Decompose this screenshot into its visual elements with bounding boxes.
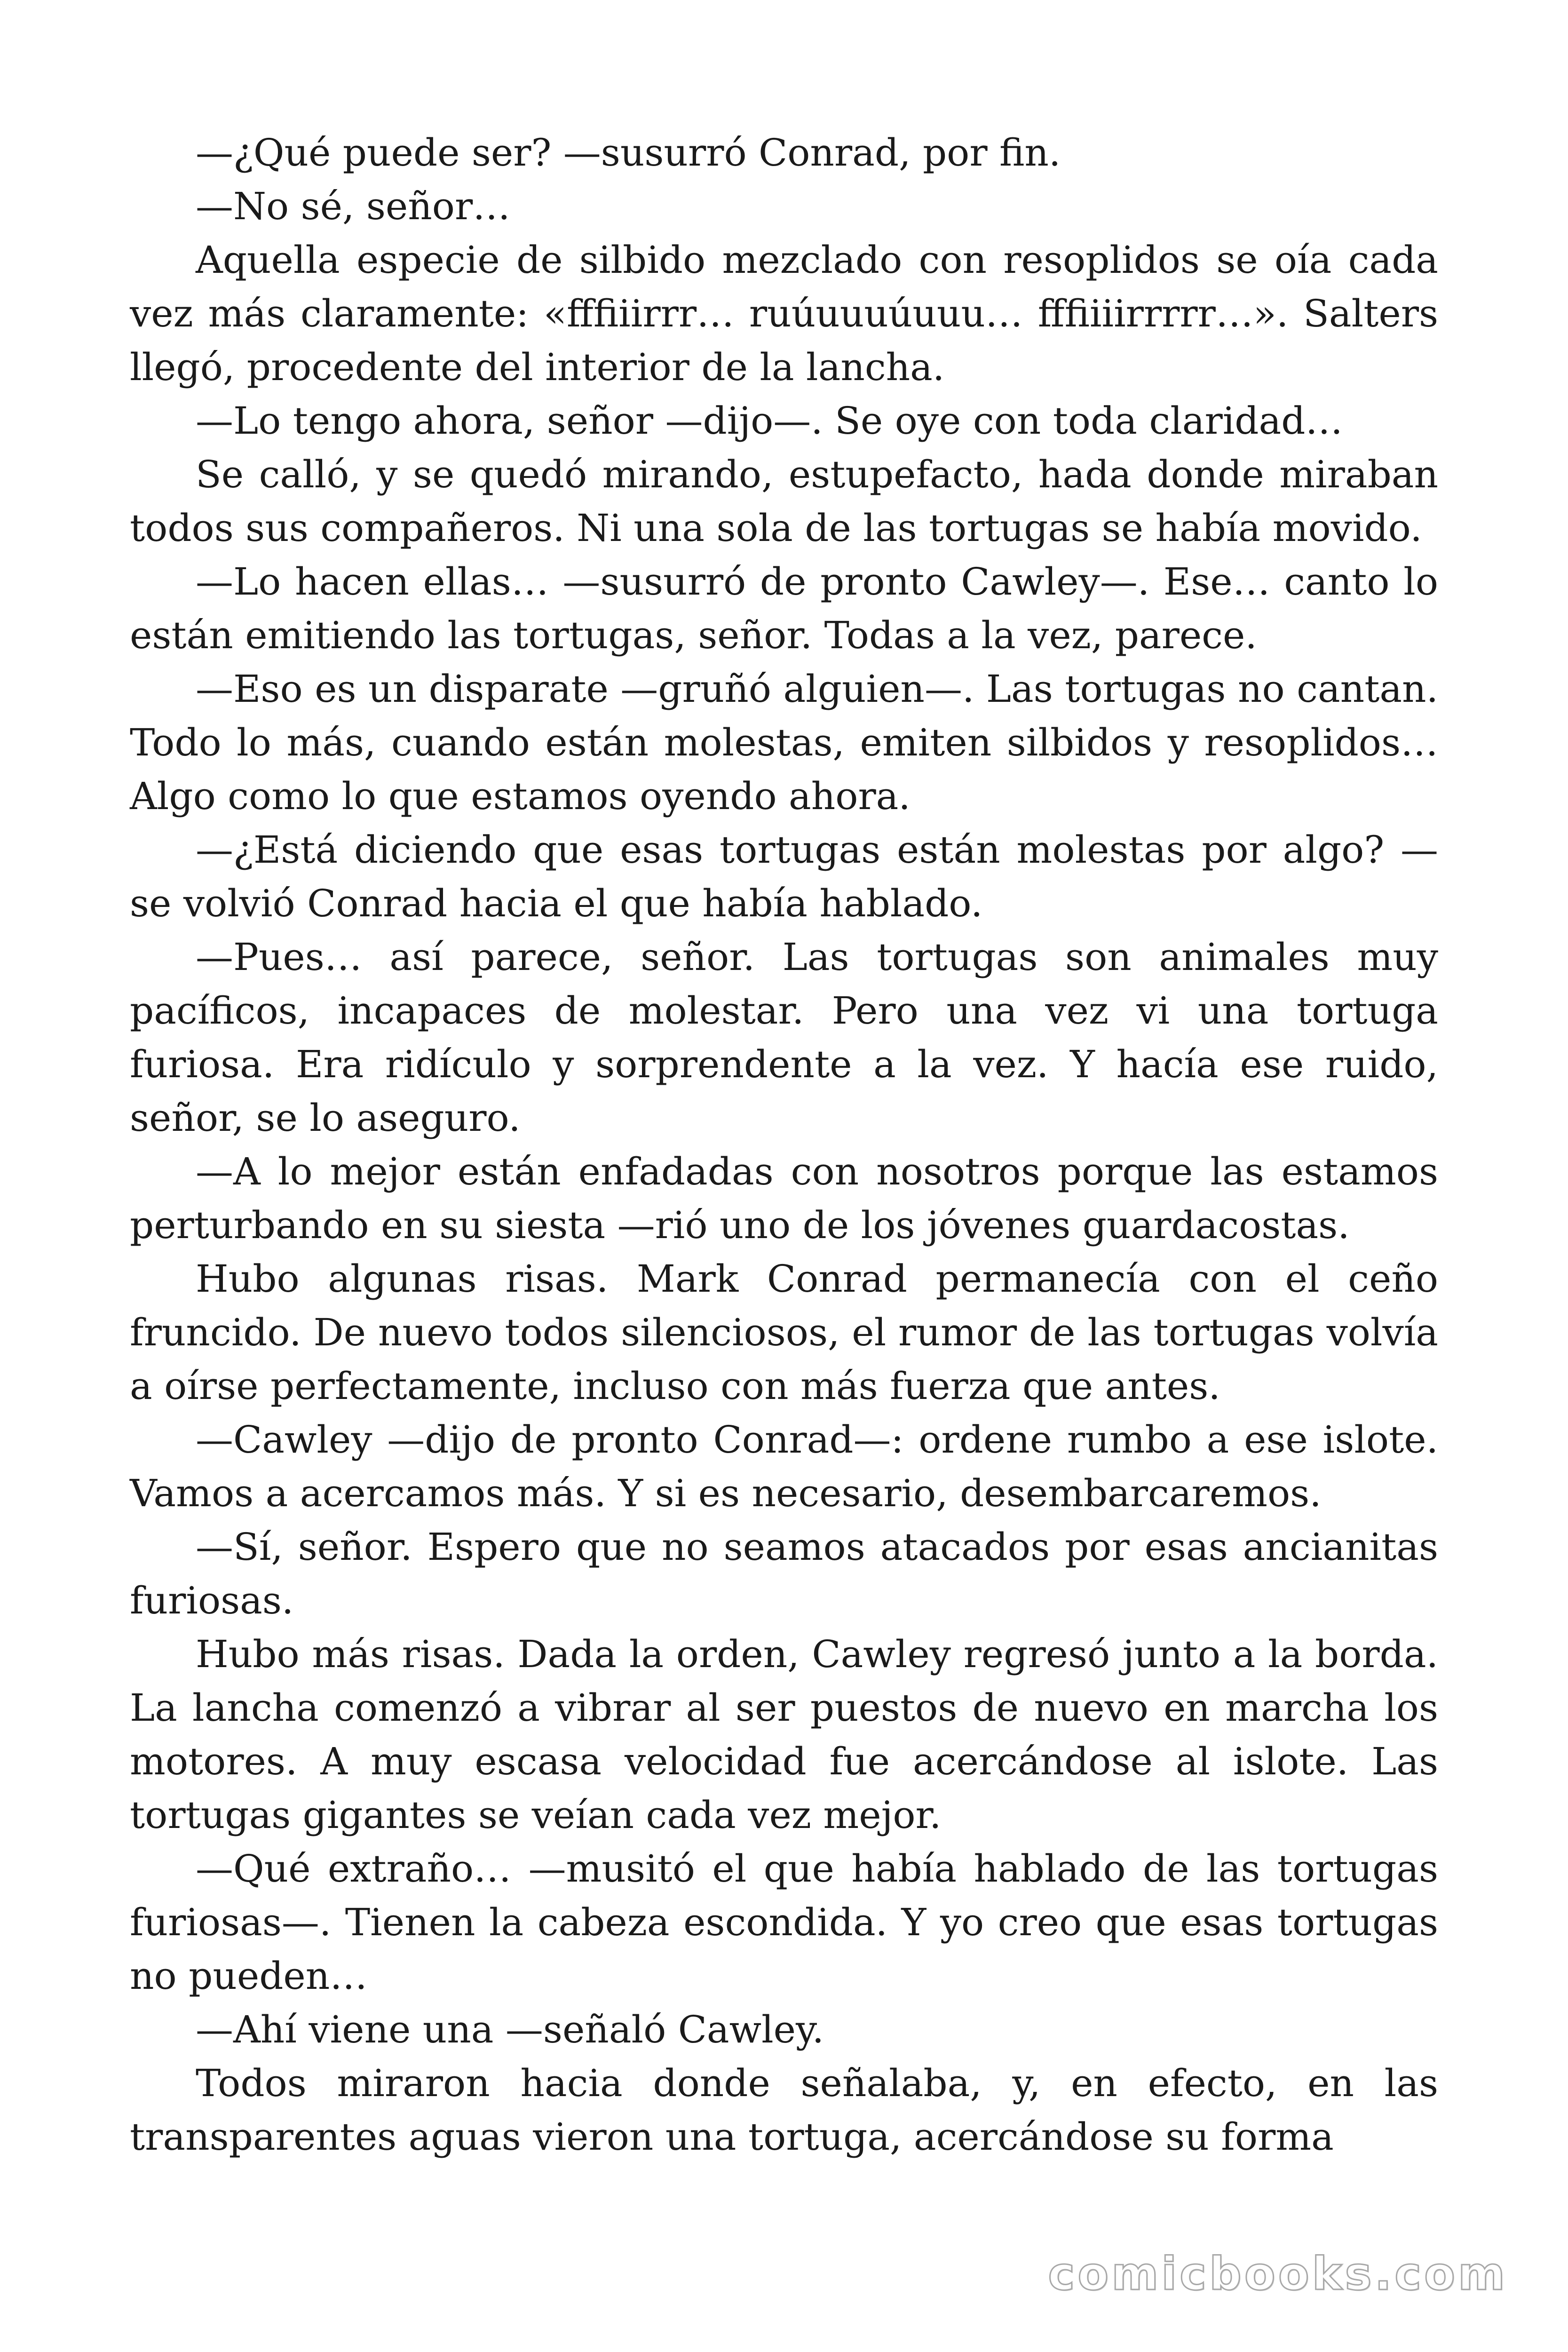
paragraph-7: —Eso es un disparate —gruñó alguien—. Las tortugas no cantan. Todo lo más, cuando están molestas, emiten silbidos y resoplidos… Algo como lo que estamos oyendo ahora. xyxy=(130,667,1438,818)
paragraph-2: —No sé, señor… xyxy=(196,184,511,228)
paragraph-1: —¿Qué puede ser? —susurró Conrad, por fin. xyxy=(196,131,1061,175)
paragraph-5: Se calló, y se quedó mirando, estupefacto, hada donde miraban todos sus compañeros. Ni una sola de las tortugas se había movido. xyxy=(130,453,1438,550)
paragraph-6: —Lo hacen ellas… —susurró de pronto Cawley—. Ese… canto lo están emitiendo las tortugas, señor. Todas a la vez, parece. xyxy=(130,560,1438,657)
paragraph-14: Hubo más risas. Dada la orden, Cawley regresó junto a la borda. La lancha comenzó a vibrar al ser puestos de nuevo en marcha los motores. A muy escasa velocidad fue acercándose al islote. Las tortugas gigantes se veían cada vez mejor. xyxy=(130,1632,1438,1837)
paragraph-9: —Pues… así parece, señor. Las tortugas son animales muy pacíficos, incapaces de molestar. Pero una vez vi una tortuga furiosa. Era ridículo y sorprendente a la vez. Y hacía ese ruido, señor, se lo aseguro. xyxy=(130,935,1438,1140)
paragraph-17: Todos miraron hacia donde señalaba, y, en efecto, en las transparentes aguas vieron una tortuga, acercándose su forma xyxy=(130,2061,1438,2159)
paragraph-10: —A lo mejor están enfadadas con nosotros porque las estamos perturbando en su siesta —rió uno de los jóvenes guardacostas. xyxy=(130,1150,1438,1247)
paragraph-8: —¿Está diciendo que esas tortugas están molestas por algo? —se volvió Conrad hacia el que había hablado. xyxy=(130,828,1438,925)
paragraph-3: Aquella especie de silbido mezclado con resoplidos se oía cada vez más claramente: «fffiiirrr… ruúuuuúuuu… fffiiiirrrrr…». Salters llegó, procedente del interior de la lancha. xyxy=(130,238,1438,389)
paragraph-12: —Cawley —dijo de pronto Conrad—: ordene rumbo a ese islote. Vamos a acercamos más. Y si es necesario, desembarcaremos. xyxy=(130,1418,1438,1515)
paragraph-4: —Lo tengo ahora, señor —dijo—. Se oye con toda claridad… xyxy=(196,399,1343,443)
paragraph-11: Hubo algunas risas. Mark Conrad permanecía con el ceño fruncido. De nuevo todos silenciosos, el rumor de las tortugas volvía a oírse perfectamente, incluso con más fuerza que antes. xyxy=(130,1257,1438,1408)
paragraph-15: —Qué extraño… —musitó el que había hablado de las tortugas furiosas—. Tienen la cabeza escondida. Y yo creo que esas tortugas no pueden… xyxy=(130,1847,1438,1998)
watermark: comicbooks.com xyxy=(1048,2248,1508,2300)
paragraph-16: —Ahí viene una —señaló Cawley. xyxy=(196,2008,824,2051)
body-text xyxy=(130,126,1438,2164)
paragraph-13: —Sí, señor. Espero que no seamos atacados por esas ancianitas furiosas. xyxy=(130,1525,1438,1622)
